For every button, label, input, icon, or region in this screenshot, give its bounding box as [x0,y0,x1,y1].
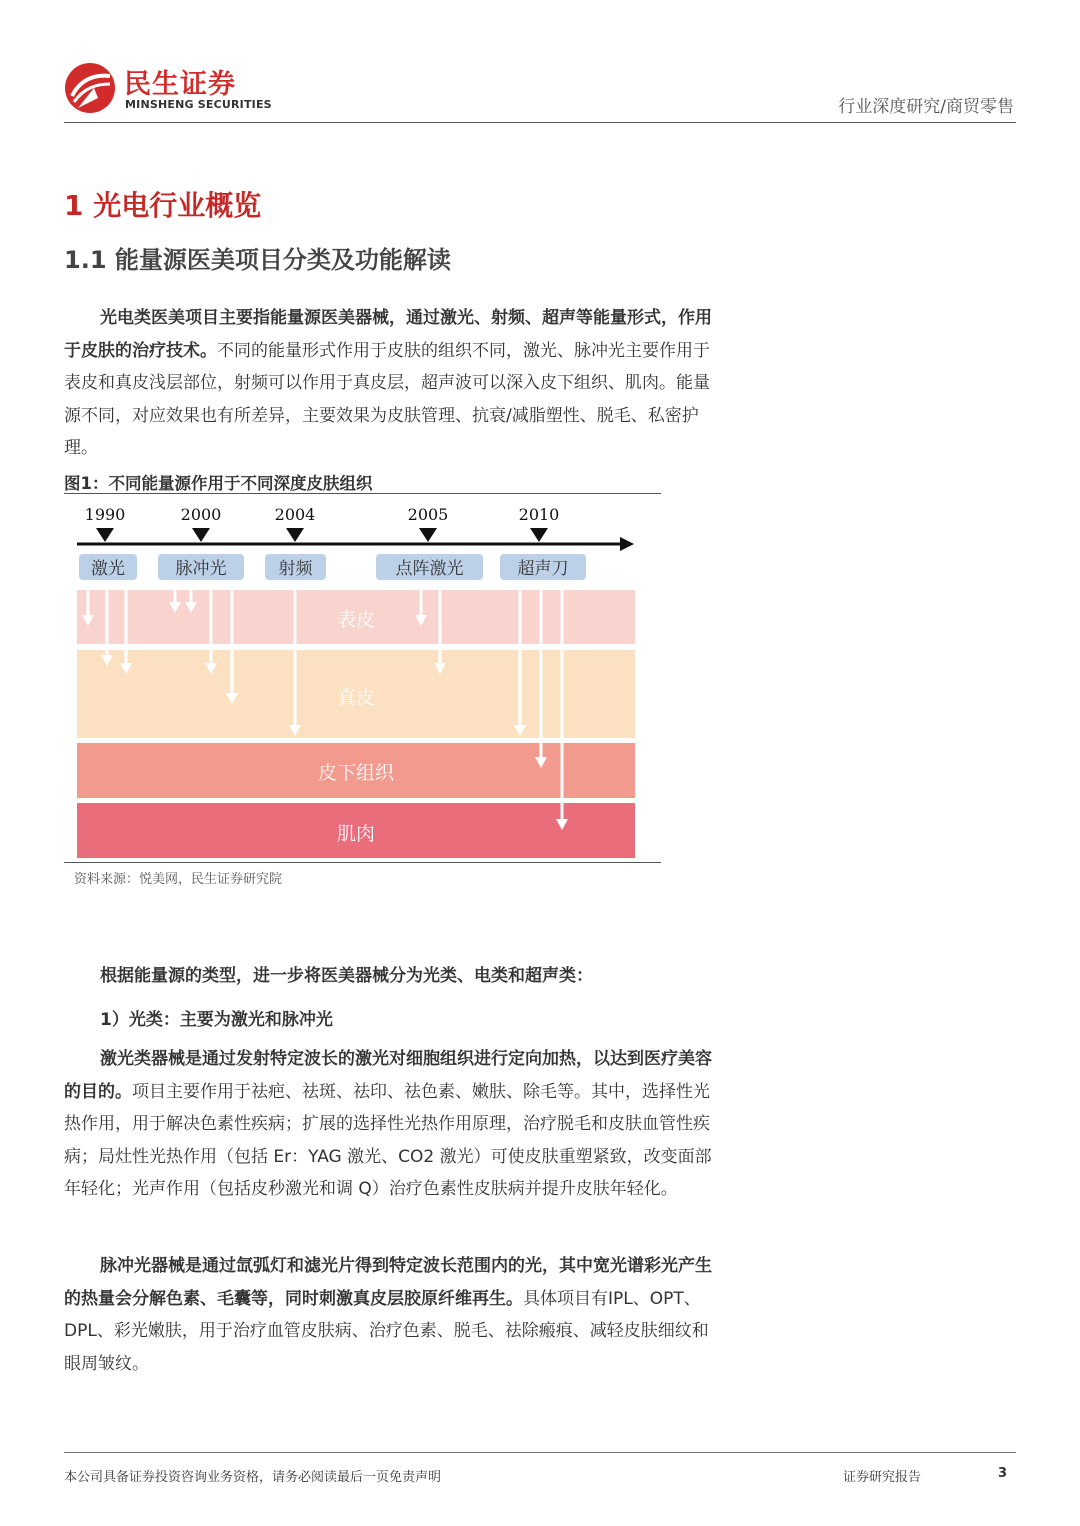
section-title: 1 光电行业概览 [64,189,262,222]
laser-paragraph [64,1043,716,1206]
logo-mark-icon [64,62,116,114]
timeline-marker-2000 [192,528,210,542]
laser-body-text: 项目主要作用于祛疤、祛斑、祛印、祛色素、嫩肤、除毛等。其中，选择性光热作用，用于解决色素性疾病；扩展的选择性光热作用原理，治疗脱毛和皮肤血管性疾病；局灶性光热作用（包括 Er：YAG 激光、CO2 激光）可使皮肤重塑紧致，改变面部年轻化；光声作用（包括皮秒激光和调 Q）治疗色素性皮肤病并提升皮肤年轻化。 [64,1081,712,1199]
timeline-marker-2005 [419,528,437,542]
footer-divider [64,1452,1016,1453]
timeline-year-2000: 2000 [180,505,222,524]
figure-top-rule [64,493,661,494]
ipl-paragraph [64,1250,716,1380]
figure-bottom-rule [64,862,661,863]
timeline-year-1990: 1990 [84,505,126,524]
tech-label-5: 超声刀 [517,559,569,579]
timeline-marker-2010 [530,528,548,542]
classification-intro: 根据能量源的类型，进一步将医美器械分为光类、电类和超声类： [100,966,593,986]
intro-body-text: 不同的能量形式作用于皮肤的组织不同，激光、脉冲光主要作用于表皮和真皮浅层部位，射频可以作用于真皮层，超声波可以深入皮下组织、肌肉。能量源不同，对应效果也有所差异，主要效果为皮肤管理、抗衰/减脂塑性、脱毛、私密护理。 [64,340,710,458]
tech-label-2: 脉冲光 [175,559,227,579]
subsection-title: 1.1 能量源医美项目分类及功能解读 [64,246,451,274]
timeline-year-2005: 2005 [407,505,449,524]
laser-bold-text: 激光类器械是通过发射特定波长的激光对细胞组织进行定向加热，以达到医疗美容的目的。 [64,1049,712,1102]
tech-label-3: 射频 [278,559,313,579]
layer-label-dermis: 真皮 [336,687,376,709]
layer-label-epidermis: 表皮 [336,609,376,631]
light-category-heading: 1）光类：主要为激光和脉冲光 [100,1010,333,1030]
logo-chinese-name: 民生证券 [124,69,236,100]
layer-label-muscle: 肌肉 [336,823,376,845]
header-divider [64,122,1016,123]
ipl-body-text: 具体项目有IPL、OPT、DPL、彩光嫩肤，用于治疗血管皮肤病、治疗色素、脱毛、祛除瘢痕、减轻皮肤细纹和眼周皱纹。 [64,1288,709,1374]
figure-source: 资料来源：悦美网，民生证券研究院 [74,872,283,887]
intro-paragraph [64,302,716,465]
ipl-bold-text: 脉冲光器械是通过氙弧灯和滤光片得到特定波长范围内的光，其中宽光谱彩光产生的热量会分解色素、毛囊等，同时刺激真皮层胶原纤维再生。 [64,1256,712,1309]
report-category: 行业深度研究/商贸零售 [838,97,1014,117]
tech-label-1: 激光 [91,559,125,579]
logo-english-name: MINSHENG SECURITIES [125,98,272,111]
figure-title: 图1：不同能量源作用于不同深度皮肤组织 [64,474,373,493]
footer-report-type: 证券研究报告 [843,1470,922,1485]
timeline-marker-2004 [286,528,304,542]
footer-disclaimer: 本公司具备证券投资咨询业务资格，请务必阅读最后一页免责声明 [64,1470,442,1485]
energy-depth-diagram [64,496,661,862]
timeline-year-2010: 2010 [518,505,560,524]
tech-label-4: 点阵激光 [395,559,464,579]
page-number: 3 [998,1466,1008,1481]
layer-label-subcutaneous: 皮下组织 [317,762,395,784]
company-logo [64,60,272,118]
timeline-arrowhead [620,537,634,551]
timeline-year-2004: 2004 [274,505,316,524]
timeline-marker-1990 [96,528,114,542]
intro-bold-text: 光电类医美项目主要指能量源医美器械，通过激光、射频、超声等能量形式，作用于皮肤的治疗技术。 [64,308,712,361]
